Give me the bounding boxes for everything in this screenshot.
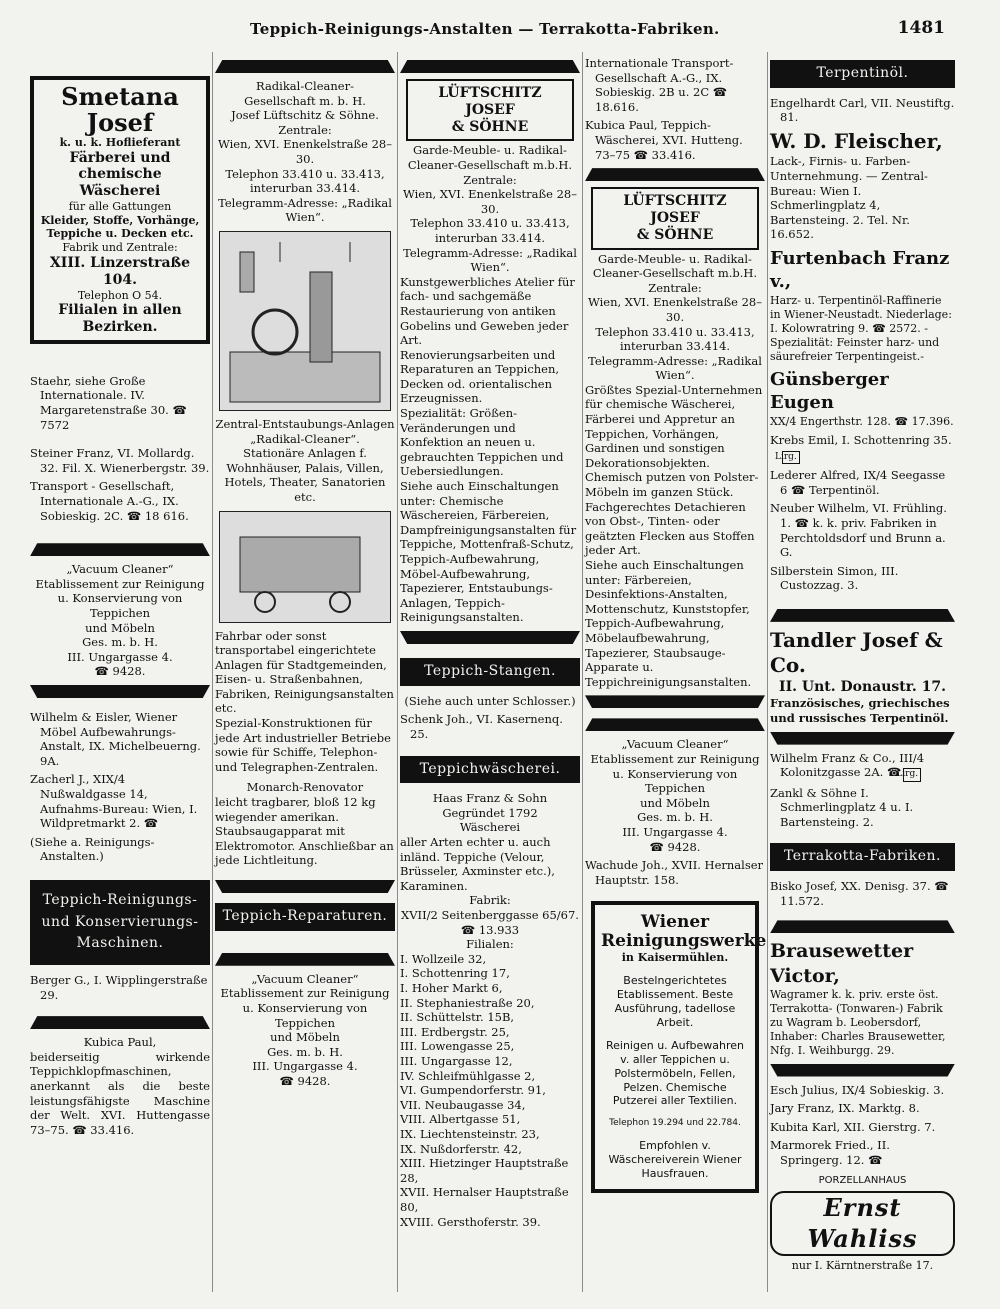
listing-entry: Kubita Karl, XII. Gierstrg. 7. [770, 1119, 936, 1134]
branch-address: I. Wollzeile 32, [400, 951, 487, 966]
badge-icon: Lirg. [782, 451, 800, 464]
column-1 [30, 52, 210, 1137]
ad-title: LÜFTSCHITZ JOSEF [623, 193, 727, 226]
listing-entry: Berger G., I. Wipplingerstraße 29. [30, 972, 208, 1002]
ad-title: „Vacuum Cleaner“ [621, 737, 729, 752]
branch-address: I. Schottenring 17, [400, 966, 510, 981]
listing-entry: Internationale Transport-Gesellschaft A.-G., IX. Sobieskig. 2B u. 2C ☎ 18.616. [585, 56, 734, 114]
ad-line: Telephon 19.294 und 22.784. [609, 1118, 741, 1129]
branch-address: VI. Gumpendorferstr. 91, [400, 1083, 546, 1098]
ad-wiener-reinigungswerke [591, 901, 767, 1192]
ad-line: u. Konservierung von Teppichen [242, 1000, 368, 1030]
ad-line: Kleider, Stoffe, Vorhänge, [40, 213, 200, 227]
ad-title: „Vacuum Cleaner“ [66, 562, 174, 577]
ad-line: chemische Wäscherei [78, 166, 162, 200]
ad-luftschitz [400, 79, 580, 625]
ad-line: ☎ 9428. [279, 1073, 331, 1088]
ad-vacuum-cleaner [30, 562, 210, 679]
ad-rule [30, 1016, 210, 1029]
ad-title: „Vacuum Cleaner“ [251, 971, 359, 986]
listing-entry: Engelhardt Carl, VII. Neustiftg. 81. [770, 95, 955, 125]
column-rule [397, 52, 398, 1292]
ad-line: Harz- u. Terpentinöl-Raffinerie in Wiener-Neustadt. Niederlage: I. Kolowratring 9. ☎ 2572. -Spezialität: Feinster harz- und säurefreier Terpentingeist.- [770, 293, 952, 363]
branch-address: IX. Liechtensteinstr. 23, [400, 1126, 540, 1141]
listing-entry [770, 751, 955, 782]
ad-line: III. Ungargasse 4. [252, 1059, 358, 1074]
ad-line: Ges. m. b. H. [637, 810, 713, 825]
ad-wahliss [770, 1175, 955, 1273]
ad-line: Etablissement zur Reinigung [590, 751, 760, 766]
ad-line: Garde-Meuble- u. Radikal-Cleaner-Gesellschaft m.b.H. [407, 143, 573, 172]
ad-fleischer [770, 129, 955, 242]
page-number: 1481 [897, 18, 945, 38]
ad-line: Fabrik und Zentrale: [62, 241, 178, 255]
ad-rule [30, 543, 210, 556]
ad-line: Telegramm-Adresse: „Radikal Wien“. [588, 353, 762, 383]
ad-line: Färberei und [69, 149, 171, 166]
ad-line: ☎ 9428. [649, 839, 701, 854]
listing-entry: Staehr, siehe Große Internationale. IV. Margaretenstraße 30. ☎ 7572 [30, 373, 187, 432]
ad-rule [770, 1064, 955, 1077]
ad-line: Teppiche u. Decken etc. [46, 227, 194, 241]
listing-entry: Lederer Alfred, IX/4 Seegasse 6 ☎ Terpentinöl. [770, 468, 946, 497]
machinery-illustration [219, 231, 391, 411]
entry-text: Krebs Emil, I. Schottenring 35. [770, 433, 952, 448]
section-heading: Teppich-Stangen. [400, 658, 580, 686]
branch-address: III. Erdbergstr. 25, [400, 1024, 510, 1039]
ad-line: Filialen in allen Bezirken. [58, 302, 182, 336]
ad-title: Wiener Reinigungswerke [601, 912, 767, 951]
ad-line: Gegründet 1792 [442, 805, 538, 820]
branch-address: VIII. Albertgasse 51, [400, 1112, 521, 1127]
branch-address: XIII. Hietzinger Hauptstraße 28, [400, 1156, 569, 1185]
listing-entry: Wachude Joh., XVII. Hernalser Hauptstr. 158. [585, 858, 764, 887]
branch-address: XVIII. Gersthoferstr. 39. [400, 1214, 541, 1229]
ad-line: Lack-, Firnis- u. Farben-Unternehmung. — Zentral-Bureau: Wien I. Schmerlingplatz 4, Bartensteing. 2. Tel. Nr. 16.652. [770, 154, 928, 242]
ad-rule [585, 718, 765, 731]
ad-line: Siehe auch Einschaltungen unter: Färbereien, Desinfektions-Anstalten, Mottenschutz, Kunststopfer, Teppich-Aufbewahrung, Möbelaufbewahrung, Tapezierer, Staubsauge-Apparate u. Teppichreinigungsanstalten. [585, 558, 752, 689]
ad-line: Stationäre Anlagen f. Wohnhäuser, Palais, Villen, Hotels, Theater, Sanatorien etc. [224, 446, 386, 504]
ad-line: Renovierungsarbeiten und Reparaturen an Teppichen, Decken od. orientalischen Erzeugnissen. [400, 347, 560, 406]
ad-title: Tandler Josef & Co. [770, 627, 943, 678]
ad-line: Fabrik: [469, 893, 511, 908]
ad-line: III. Ungargasse 4. [67, 649, 173, 664]
ad-line: und Möbeln [270, 1030, 340, 1045]
column-4 [585, 52, 765, 1193]
ad-title: Furtenbach Franz v., [770, 247, 950, 292]
ad-rule [585, 695, 765, 708]
ad-rule [30, 685, 210, 698]
listing-entry: Neuber Wilhelm, VI. Frühling. 1. ☎ k. k. priv. Fabriken in Perchtoldsdorf und Brunn a. G. [770, 501, 947, 560]
ad-line: Zentral-Entstaubungs-Anlagen [215, 416, 395, 431]
branch-address: III. Ungargasse 12, [400, 1053, 513, 1068]
ad-line: leicht tragbarer, bloß 12 kg wiegender amerikan. Staubsaugapparat mit Elektromotor. Anschließbar an jede Lichtleitung. [215, 795, 394, 868]
ad-line: u. Konservierung von Teppichen [612, 766, 738, 796]
ad-line: für alle Gattungen [68, 199, 172, 213]
ad-monarch [215, 780, 395, 868]
branch-address: VII. Neubaugasse 34, [400, 1097, 526, 1112]
ad-line: & SÖHNE [636, 226, 714, 243]
column-5 [770, 52, 955, 1273]
column-rule [582, 52, 583, 1292]
listing-entry: Wilhelm & Eisler, Wiener Möbel Aufbewahrungs-Anstalt, IX. Michelbeuerng. 9A. [30, 709, 201, 768]
branch-list [400, 952, 580, 1229]
branch-address: XVII. Hernalser Hauptstraße 80, [400, 1185, 569, 1214]
section-heading: Teppichwäscherei. [400, 756, 580, 784]
ad-rule [215, 953, 395, 966]
ad-line: und Möbeln [640, 795, 710, 810]
ad-line: ☎ 9428. [94, 664, 146, 679]
logo-box [406, 79, 574, 141]
ad-line: Etablissement zur Reinigung [220, 986, 390, 1001]
section-heading: Terpentinöl. [770, 60, 955, 88]
logo-box [770, 1191, 955, 1256]
ad-line: Josef Lüftschitz & Söhne. [231, 108, 379, 123]
ad-smetana [30, 76, 210, 344]
ad-line: Etablissement zur Reinigung [35, 576, 205, 591]
ad-furtenbach [770, 248, 955, 364]
ad-line: und Möbeln [85, 620, 155, 635]
column-3 [400, 52, 580, 1229]
listing-entry: Transport - Gesellschaft, Internationale A.-G., IX. Sobieskig. 2C. ☎ 18 616. [30, 479, 189, 523]
ad-line: „Radikal-Cleaner“. [250, 431, 360, 446]
ad-line: Wäscherei [459, 820, 521, 835]
ad-line: Telephon 33.410 u. 33.413, interurban 33.414. [410, 216, 570, 245]
ad-line: Wien, XVI. Enenkelstraße 28–30. [587, 295, 763, 324]
cart-illustration [220, 512, 390, 622]
ad-line: u. Konservierung von Teppichen [57, 591, 183, 621]
ad-line: Wagramer k. k. priv. erste öst. Terrakotta- (Tonwaren-) Fabrik zu Wagram b. Leobersdorf, Inhaber: Charles Brausewetter, Nfg. I. Weihburgg. 29. [770, 987, 946, 1057]
ad-title: Günsberger Eugen [770, 369, 889, 414]
ad-vacuum-cleaner-3 [585, 737, 765, 854]
ad-line: Garde-Meuble- u. Radikal-Cleaner-Gesellschaft m.b.H. [592, 251, 758, 281]
ad-line: III. Ungargasse 4. [622, 824, 728, 839]
branch-address: IV. Schleifmühlgasse 2, [400, 1068, 536, 1083]
column-rule [212, 52, 213, 1292]
ad-line: Filialen: [466, 937, 514, 952]
branch-address: I. Hoher Markt 6, [400, 981, 503, 996]
branch-address: III. Lowengasse 25, [400, 1039, 515, 1054]
ad-kubica [30, 1035, 210, 1137]
ad-line: Wien, XVI. Enenkelstraße 28–30. [217, 137, 393, 166]
listing-entry: Schenk Joh., VI. Kasernenq. 25. [400, 712, 563, 741]
ad-line: XIII. Linzerstraße 104. [49, 254, 191, 288]
ad-line: Telegramm-Adresse: „Radikal Wien“. [218, 195, 392, 225]
listing-entry: Jary Franz, IX. Marktg. 8. [770, 1101, 920, 1116]
ad-title: Radikal-Cleaner- [256, 79, 354, 93]
ad-brausewetter [770, 939, 955, 1057]
listing-entry: Silberstein Simon, III. Custozzag. 3. [770, 563, 899, 593]
ad-line: Spezial-Konstruktionen für jede Art industrieller Betriebe sowie für Schiffe, Telephon- und Telegraphen-Zentralen. [215, 716, 391, 774]
column-rule [767, 52, 768, 1292]
ad-rule [770, 920, 955, 933]
ad-vacuum-cleaner-2 [215, 972, 395, 1089]
ad-line: Spezialität: Größen-Veränderungen und Konfektion an neuen u. gebrauchten Teppichen und Uebersiedlungen. [400, 406, 564, 479]
logo-box [591, 187, 759, 249]
ad-line: Größtes Spezial-Unternehmen für chemische Wäscherei, Färberei und Appretur an Teppichen, Vorhängen, Gardinen und sonstigen Dekorationsobjekten. [585, 382, 763, 470]
ad-title: Smetana Josef [61, 82, 179, 137]
ad-title: W. D. Fleischer, [770, 128, 943, 153]
ad-title: Ernst Wahliss [807, 1193, 918, 1253]
ad-line: XVII/2 Seitenberggasse 65/67. [401, 908, 579, 923]
listing-entry: Zankl & Söhne I. Schmerlingplatz 4 u. I. Bartensteing. 2. [770, 785, 914, 829]
ad-radikal-cleaner [215, 79, 395, 774]
ad-line: beiderseitig wirkende Teppichklopfmaschinen, anerkannt als die beste leistungsfähigste Maschine der Welt. XVI. Huttengasse 73–75. ☎ 33.416. [30, 1049, 210, 1137]
ad-line: & SÖHNE [451, 118, 529, 135]
listing-entry: Steiner Franz, VI. Mollardg. 32. Fil. X. Wienerbergstr. 39. [30, 446, 210, 475]
ad-title: Kubica Paul, [83, 1035, 157, 1050]
page-header: Teppich-Reinigungs-Anstalten — Terrakotta-Fabriken. [250, 20, 720, 38]
section-heading: Teppich-Reparaturen. [215, 903, 395, 931]
ad-line: Zentrale: [648, 280, 702, 295]
ad-luftschitz-2 [585, 187, 765, 689]
listing-entry: Bisko Josef, XX. Denisg. 37. ☎ 11.572. [770, 879, 949, 908]
ad-line: Fahrbar oder sonst transportabel eingerichtete Anlagen für Stadtgemeinden, Eisen- u. Straßenbahnen, Fabriken, Reinigungsanstalten etc. [215, 628, 394, 716]
ad-line: Reinigen u. Aufbewahren v. aller Teppichen u. Polstermöbeln, Fellen, Pelzen. Chemische Putzerei aller Textilien. [605, 1039, 745, 1108]
ad-line: PORZELLANHAUS [818, 1175, 907, 1187]
ad-rule [400, 60, 580, 73]
ad-line: Gesellschaft m. b. H. [244, 93, 366, 108]
ad-line: Ges. m. b. H. [82, 635, 158, 650]
ad-line: Siehe auch Einschaltungen unter: Chemische Wäschereien, Färbereien, Dampfreinigungsanstalten für Teppiche, Mottenfraß-Schutz, Teppich-Aufbewahrung, Möbel-Aufbewahrung, Tapezierer, Entstaubungs-Anlagen, Teppich-Reinigungsanstalten. [400, 479, 577, 625]
section-heading: Terrakotta-Fabriken. [770, 843, 955, 871]
branch-address: II. Stephaniestraße 20, [400, 995, 535, 1010]
ad-line: Zentrale: [278, 122, 332, 137]
ad-line: Fachgerechtes Detachieren von Obst-, Tinten- oder geätzten Flecken aus Stoffen jeder Art. [585, 499, 755, 558]
listing-entry [770, 433, 955, 464]
ad-line: Telephon O 54. [77, 288, 163, 302]
ad-rule [770, 609, 955, 622]
column-2 [215, 52, 395, 1089]
ad-line: Telephon 33.410 u. 33.413, interurban 33.414. [595, 324, 755, 354]
ad-line: in Kaisermühlen. [621, 950, 729, 964]
ad-gunsberger [770, 369, 955, 429]
ad-line: Ges. m. b. H. [267, 1044, 343, 1059]
ad-title: LÜFTSCHITZ JOSEF [438, 85, 542, 118]
branch-address: IX. Nußdorferstr. 42, [400, 1141, 522, 1156]
ad-line: aller Arten echter u. auch inländ. Teppiche (Velour, Brüsseler, Axminster etc.), Karaminen. [400, 835, 555, 893]
ad-line: Kunstgewerbliches Atelier für fach- und sachgemäße Restaurierung von antiken Gobelins und Geweben jeder Art. [400, 274, 575, 348]
ad-line: k. u. k. Hoflieferant [59, 135, 181, 149]
listing-entry: (Siehe auch unter Schlosser.) [404, 693, 576, 708]
ad-line: ☎ 13.933 [460, 922, 520, 937]
listing-entry: Esch Julius, IX/4 Sobieskig. 3. [770, 1082, 945, 1097]
ad-line: Bestelngerichtetes Etablissement. Beste Ausführung, tadellose Arbeit. [614, 974, 736, 1029]
ad-rule [215, 60, 395, 73]
listing-entry: (Siehe a. Reinigungs-Anstalten.) [30, 834, 155, 864]
ad-rule [400, 631, 580, 644]
ad-rule [770, 732, 955, 745]
ad-line: nur I. Kärntnerstraße 17. [791, 1259, 934, 1273]
ad-rule [585, 168, 765, 181]
ad-line: Wien, XVI. Enenkelstraße 28–30. [402, 187, 578, 216]
listing-entry: Marmorek Fried., II. Springerg. 12. ☎ [770, 1138, 890, 1167]
ad-tandler [770, 628, 955, 726]
listing-entry: Zacherl J., XIX/4 Nußwaldgasse 14, Aufnahms-Bureau: Wien, I. Wildpretmarkt 2. ☎ [30, 772, 198, 831]
ad-haas [400, 791, 580, 1229]
section-heading: Teppich-Reinigungs- und Konservierungs-Maschinen. [30, 880, 210, 965]
badge-icon: Lirg. [903, 768, 921, 781]
vehicle-illustration [219, 511, 391, 623]
ad-title: Haas Franz & Sohn [432, 791, 548, 806]
ad-title: Monarch-Renovator [246, 780, 364, 795]
ad-line: Französisches, griechisches und russisches Terpentinöl. [770, 696, 950, 726]
ad-title: Brausewetter Victor, [770, 940, 914, 987]
ad-line: Chemisch putzen von Polster-Möbeln im ganzen Stück. [585, 470, 759, 500]
ad-line: Empfohlen v. Wäschereiverein Wiener Hausfrauen. [608, 1139, 742, 1180]
ad-line: II. Unt. Donaustr. 17. [779, 678, 946, 695]
ad-rule [215, 880, 395, 893]
vacuum-plant-illustration [220, 232, 390, 410]
entry-text: Wilhelm Franz & Co., III/4 Kolonitzgasse 2A. ☎ [770, 750, 925, 780]
listing-entry: Kubica Paul, Teppich-Wäscherei, XVI. Hutteng. 73–75 ☎ 33.416. [585, 118, 743, 162]
ad-line: Telephon 33.410 u. 33.413, interurban 33.414. [225, 166, 385, 196]
branch-address: II. Schüttelstr. 15B, [400, 1010, 515, 1025]
ad-line: Zentrale: [463, 172, 517, 187]
ad-line: XX/4 Engerthstr. 128. ☎ 17.396. [770, 415, 954, 429]
ad-line: Telegramm-Adresse: „Radikal Wien“. [403, 245, 577, 275]
